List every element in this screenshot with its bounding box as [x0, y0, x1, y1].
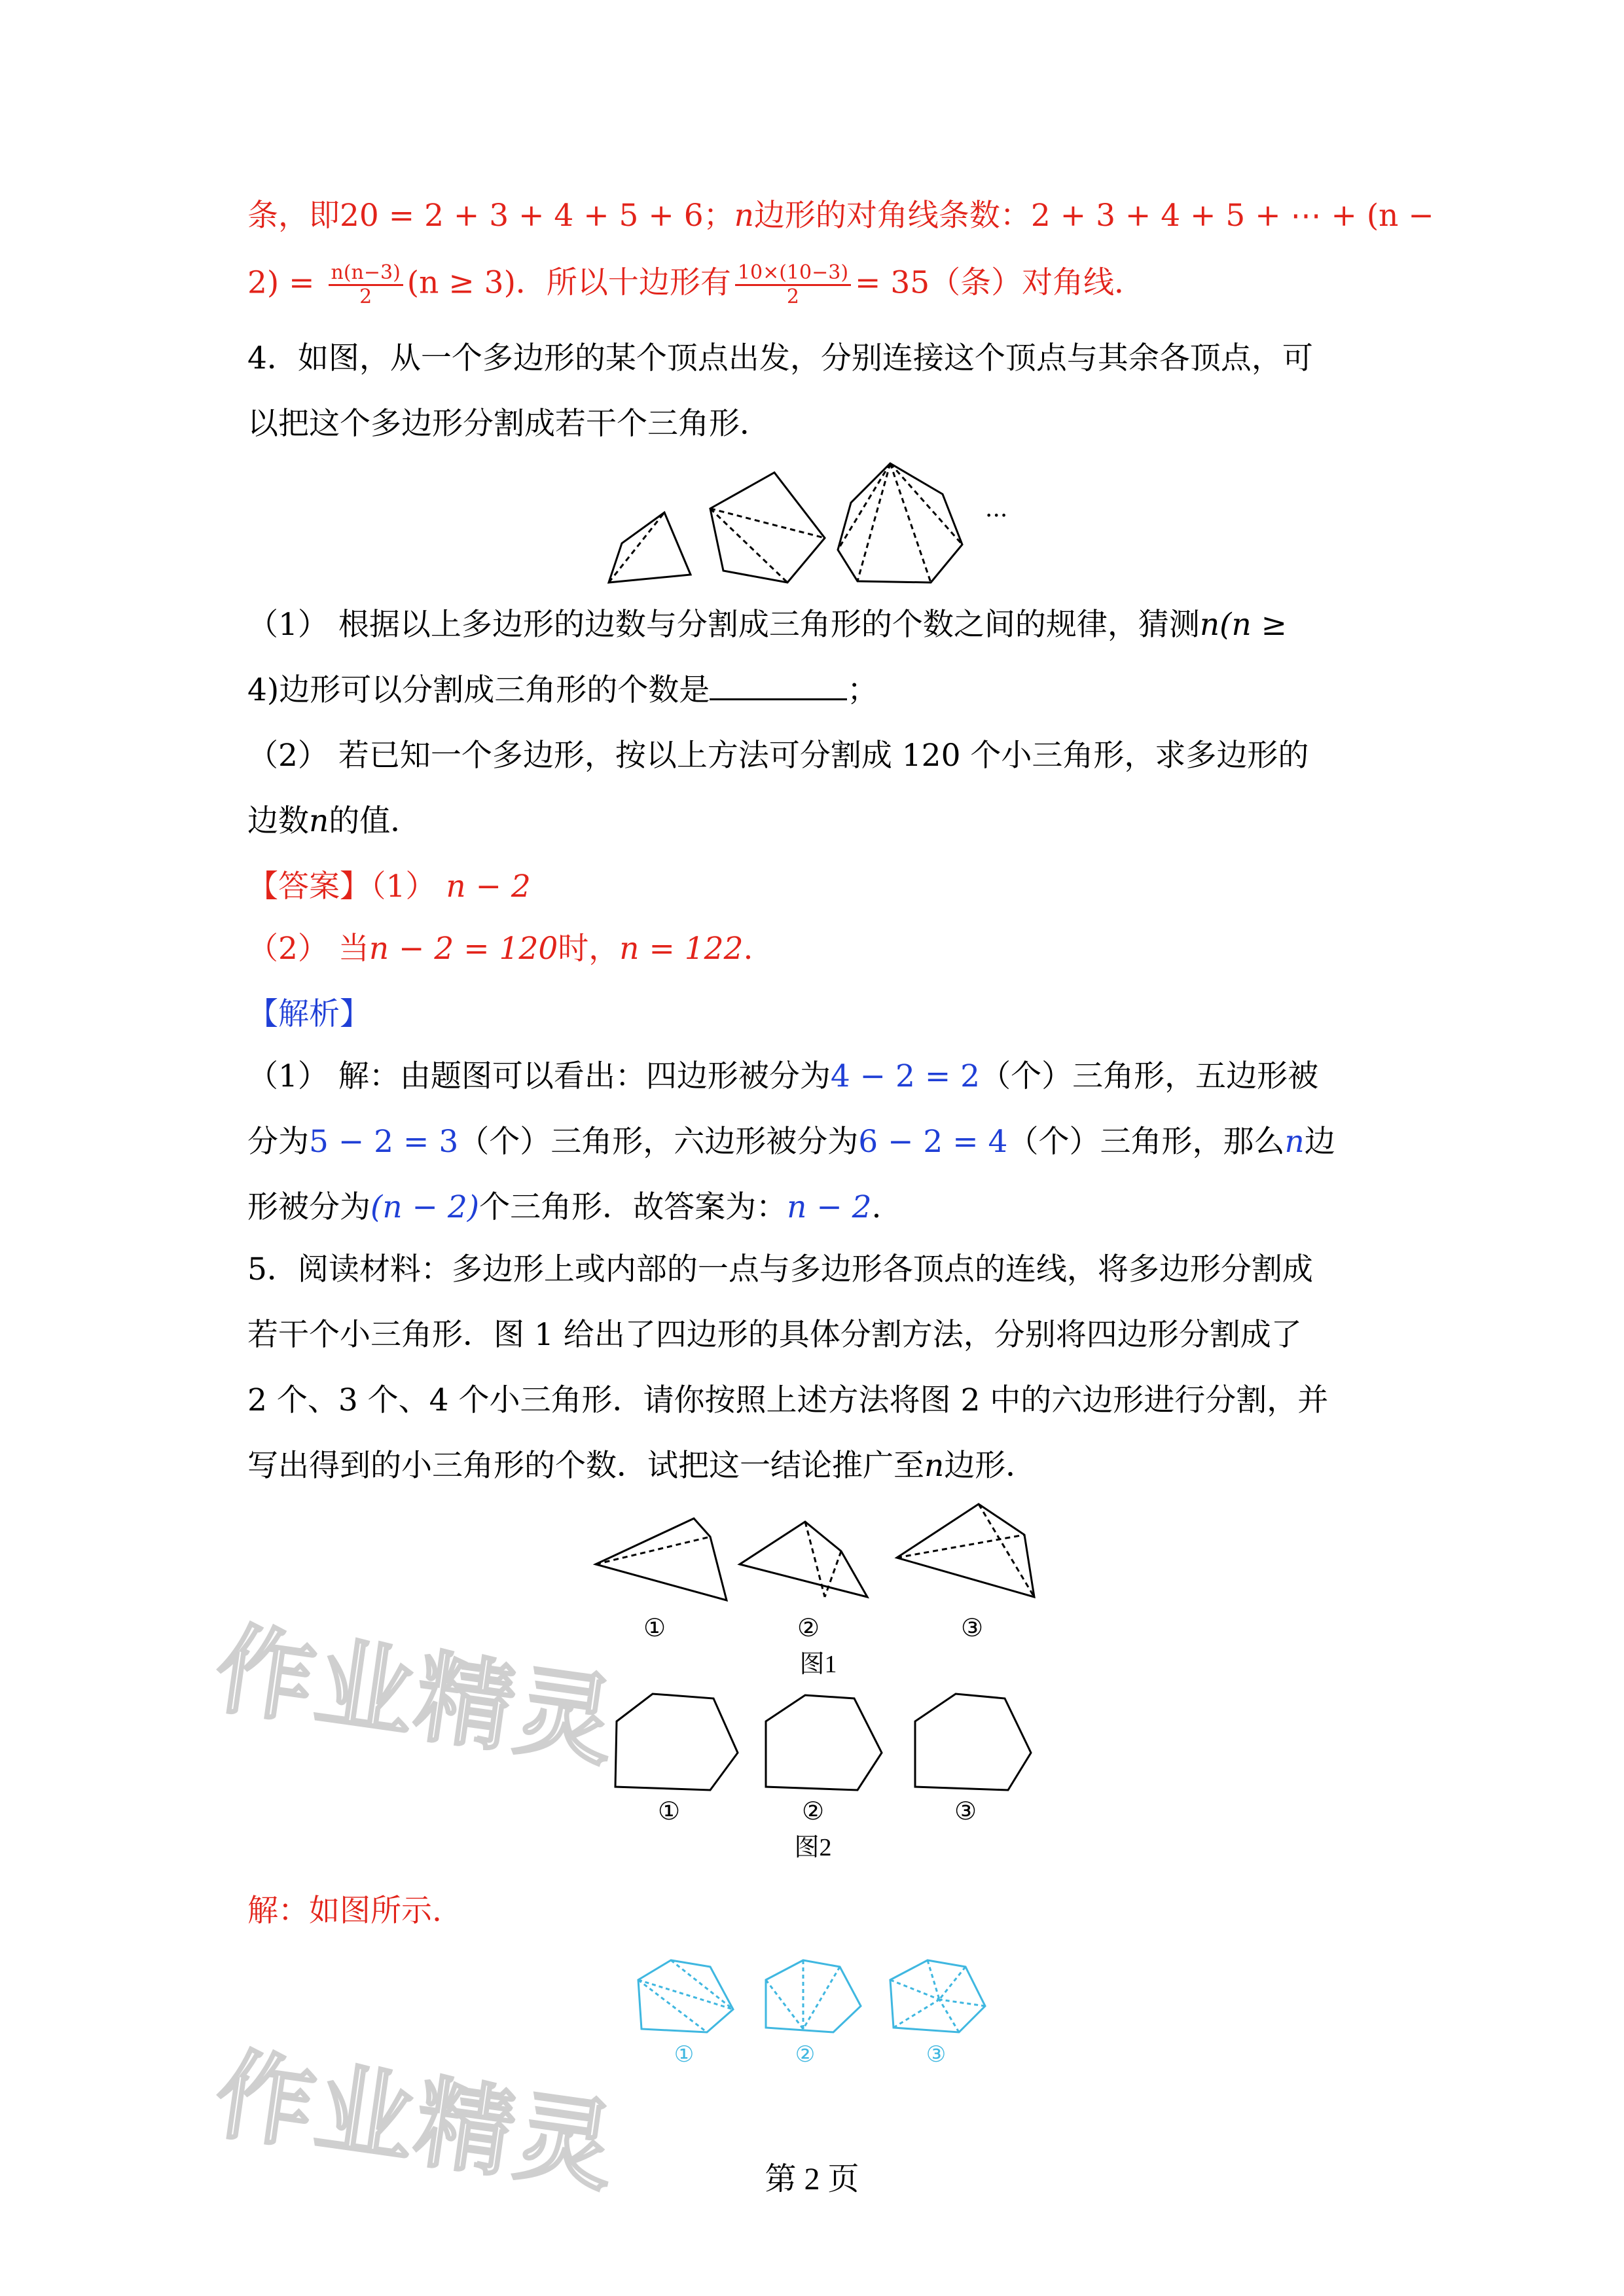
expression: (n − 2)	[370, 1189, 480, 1225]
question-5-line-2: 若干个小三角形．图 1 给出了四边形的具体分割方法，分别将四边形分割成了	[247, 1317, 1302, 1353]
figure-2	[602, 1689, 1034, 1859]
answer-line-2	[247, 262, 1145, 308]
figure-2-label-3: ③	[954, 1798, 977, 1825]
text: 边形可以分割成三角形的个数是	[279, 672, 710, 708]
question-5-line-1: 5．阅读材料：多边形上或内部的一点与多边形各顶点的连线，将多边形分割成	[247, 1251, 1313, 1287]
text: （个）三角形，五边形被	[980, 1058, 1319, 1094]
text: 边数	[247, 803, 309, 839]
equation: n − 2 = 120	[369, 931, 558, 967]
text: .	[871, 1189, 882, 1225]
diagonal	[609, 512, 664, 583]
equation: 20 = 2 + 3 + 4 + 5 + 6	[340, 198, 704, 234]
answer-expression: n − 2	[446, 869, 531, 905]
answer-2	[247, 929, 753, 969]
equation: 2) =	[247, 264, 315, 301]
text: 个三角形．故答案为：	[479, 1189, 787, 1225]
equation: 4 − 2 = 2	[830, 1058, 981, 1094]
equation: 5 − 2 = 3	[309, 1124, 459, 1160]
denominator: 2	[786, 285, 800, 308]
text: ；	[847, 672, 878, 708]
numerator: 10×(10−3)	[735, 262, 851, 286]
text: （个）三角形，六边形被分为	[458, 1124, 859, 1160]
equation: 6 − 2 = 4	[858, 1124, 1008, 1160]
fraction	[329, 262, 403, 308]
figure-2-caption: 图2	[794, 1834, 832, 1859]
figure-1-caption: 图1	[799, 1651, 837, 1676]
question-4-line-4	[247, 671, 878, 710]
question-4-line-2: 以把这个多边形分割成若干个三角形．	[247, 406, 770, 442]
text: 的值．	[329, 803, 422, 839]
text: 形被分为	[247, 1189, 370, 1225]
question-5-line-4	[247, 1446, 1036, 1486]
solution-label-2: ②	[795, 2043, 816, 2067]
text: 分为	[247, 1124, 309, 1160]
figure-1-label-2: ②	[797, 1615, 820, 1642]
answer-1	[247, 867, 531, 906]
text: 时，	[558, 931, 620, 967]
solution-label-3: ③	[926, 2043, 947, 2067]
text: （1） 解：由题图可以看出：四边形被分为	[247, 1058, 831, 1094]
question-4-line-6	[247, 802, 421, 841]
denominator: 2	[359, 285, 372, 308]
analysis-line-2	[247, 1122, 1335, 1162]
quadrilateral	[609, 512, 691, 583]
equation: 2 + 3 + 4 + 5 + ⋯ + (n −	[1030, 198, 1434, 234]
answer-label: 【答案】（1）	[247, 869, 437, 905]
question-4-line-3	[247, 605, 1287, 645]
analysis-line-3	[247, 1188, 882, 1227]
solution-label-1: ①	[674, 2043, 695, 2067]
text: （个）三角形，那么	[1007, 1124, 1285, 1160]
analysis-title: 【解析】	[247, 996, 370, 1032]
variable-n: n	[309, 803, 329, 839]
text: = 35（条）对角线．	[855, 264, 1146, 301]
text: 边形的对角线条数：	[753, 198, 1031, 234]
text: 边	[1304, 1124, 1335, 1160]
variable-n: n	[734, 198, 754, 234]
equation: n = 122	[619, 931, 744, 967]
fraction	[735, 262, 851, 308]
text: 边形．	[944, 1448, 1037, 1484]
text: 写出得到的小三角形的个数．试把这一结论推广至	[247, 1448, 924, 1484]
figure-1	[589, 1499, 1047, 1676]
variable-n: n	[924, 1448, 945, 1484]
condition: 4)	[247, 672, 280, 708]
text: ；	[703, 198, 734, 234]
answer-blank	[710, 672, 847, 700]
watermark-logo: 作业精灵	[208, 1611, 624, 1781]
question-4-line-1: 4．如图，从一个多边形的某个顶点出发，分别连接这个顶点与其余各顶点，可	[247, 340, 1313, 376]
text: ．所以十边形有	[515, 264, 731, 301]
condition: (n ≥ 3)	[406, 264, 516, 301]
answer-line-1	[247, 196, 1434, 236]
question-4-line-5: （2） 若已知一个多边形，按以上方法可分割成 120 个小三角形，求多边形的	[247, 738, 1309, 774]
text: 条，即	[247, 198, 340, 234]
polygon-division-figure	[589, 458, 1060, 596]
hexagon	[838, 463, 962, 583]
text: （1） 根据以上多边形的边数与分割成三角形的个数之间的规律，猜测	[247, 607, 1200, 643]
text: （2） 当	[247, 931, 369, 967]
solution-figure	[632, 1957, 998, 2081]
figure-2-label-2: ②	[801, 1798, 825, 1825]
analysis-line-1	[247, 1057, 1318, 1096]
figure-1-label-3: ③	[960, 1615, 984, 1642]
variable-n: n	[1284, 1124, 1305, 1160]
text: .	[743, 931, 753, 967]
watermark-logo: 作业精灵	[208, 2037, 624, 2206]
condition: n(n ≥	[1199, 607, 1288, 643]
page-number: 第 2 页	[765, 2162, 859, 2197]
expression: n − 2	[787, 1189, 872, 1225]
figure-2-label-1: ①	[657, 1798, 681, 1825]
pentagon	[710, 473, 825, 583]
figure-1-label-1: ①	[643, 1615, 666, 1642]
question-5-line-3: 2 个、3 个、4 个小三角形．请你按照上述方法将图 2 中的六边形进行分割，并	[247, 1382, 1329, 1418]
solution-line: 解：如图所示.	[247, 1893, 442, 1929]
ellipsis: ···	[985, 503, 1008, 529]
numerator: n(n−3)	[329, 262, 403, 286]
